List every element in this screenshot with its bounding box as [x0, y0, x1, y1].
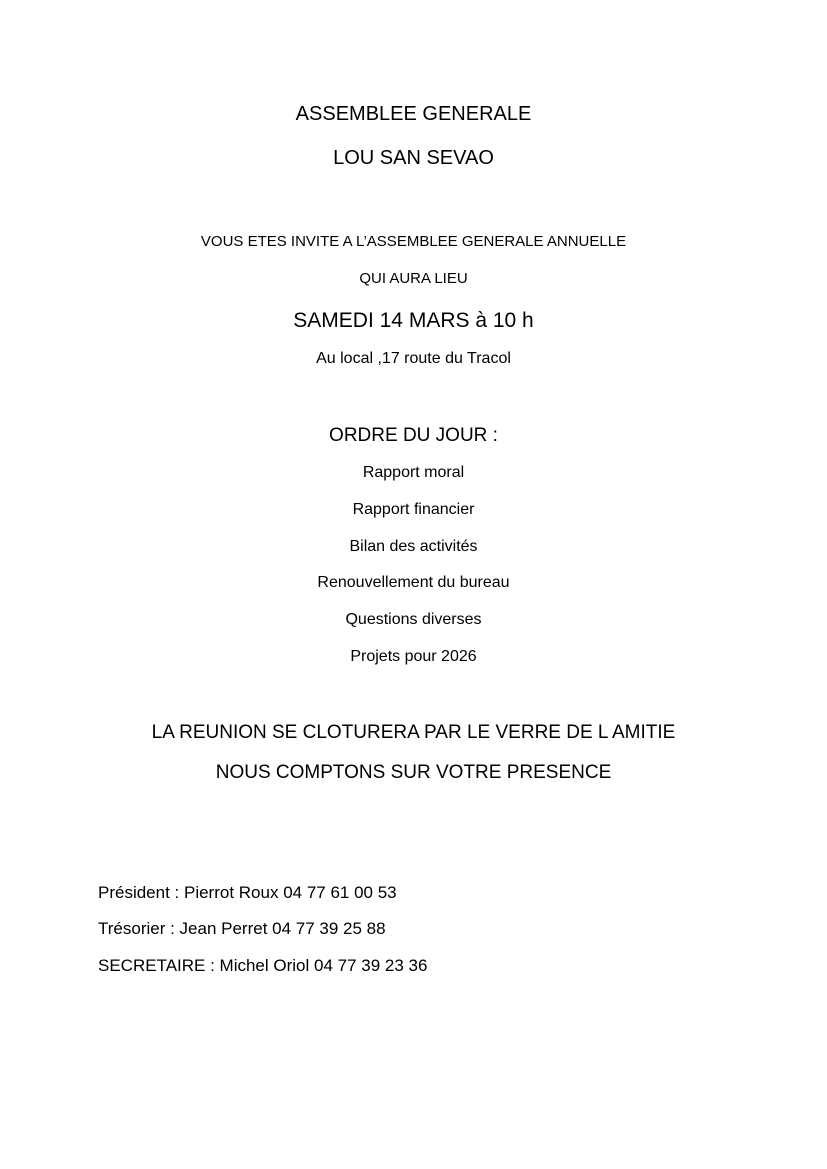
meeting-date: SAMEDI 14 MARS à 10 h: [293, 309, 534, 332]
agenda-heading: ORDRE DU JOUR :: [329, 425, 498, 446]
contact-secretary: SECRETAIRE : Michel Oriol 04 77 39 23 36: [98, 956, 428, 975]
agenda-item: Bilan des activités: [349, 538, 478, 555]
agenda-item: Rapport moral: [362, 464, 465, 481]
invitation-line-1: VOUS ETES INVITE A L’ASSEMBLEE GENERALE ANNUELLE: [200, 233, 627, 250]
contact-president: Président : Pierrot Roux 04 77 61 00 53: [98, 883, 397, 902]
closing-line-1: LA REUNION SE CLOTURERA PAR LE VERRE DE L AMITIE: [151, 722, 676, 743]
meeting-location: Au local ,17 route du Tracol: [316, 350, 511, 367]
document-title: ASSEMBLEE GENERALE: [295, 103, 532, 125]
agenda-item: Questions diverses: [345, 611, 482, 628]
association-name: LOU SAN SEVAO: [333, 147, 494, 169]
contact-treasurer: Trésorier : Jean Perret 04 77 39 25 88: [98, 919, 386, 938]
agenda-item: Projets pour 2026: [350, 648, 477, 665]
closing-line-2: NOUS COMPTONS SUR VOTRE PRESENCE: [215, 762, 612, 783]
agenda-item: Renouvellement du bureau: [317, 574, 510, 591]
agenda-item: Rapport financier: [352, 501, 475, 518]
invitation-line-2: QUI AURA LIEU: [359, 270, 468, 287]
